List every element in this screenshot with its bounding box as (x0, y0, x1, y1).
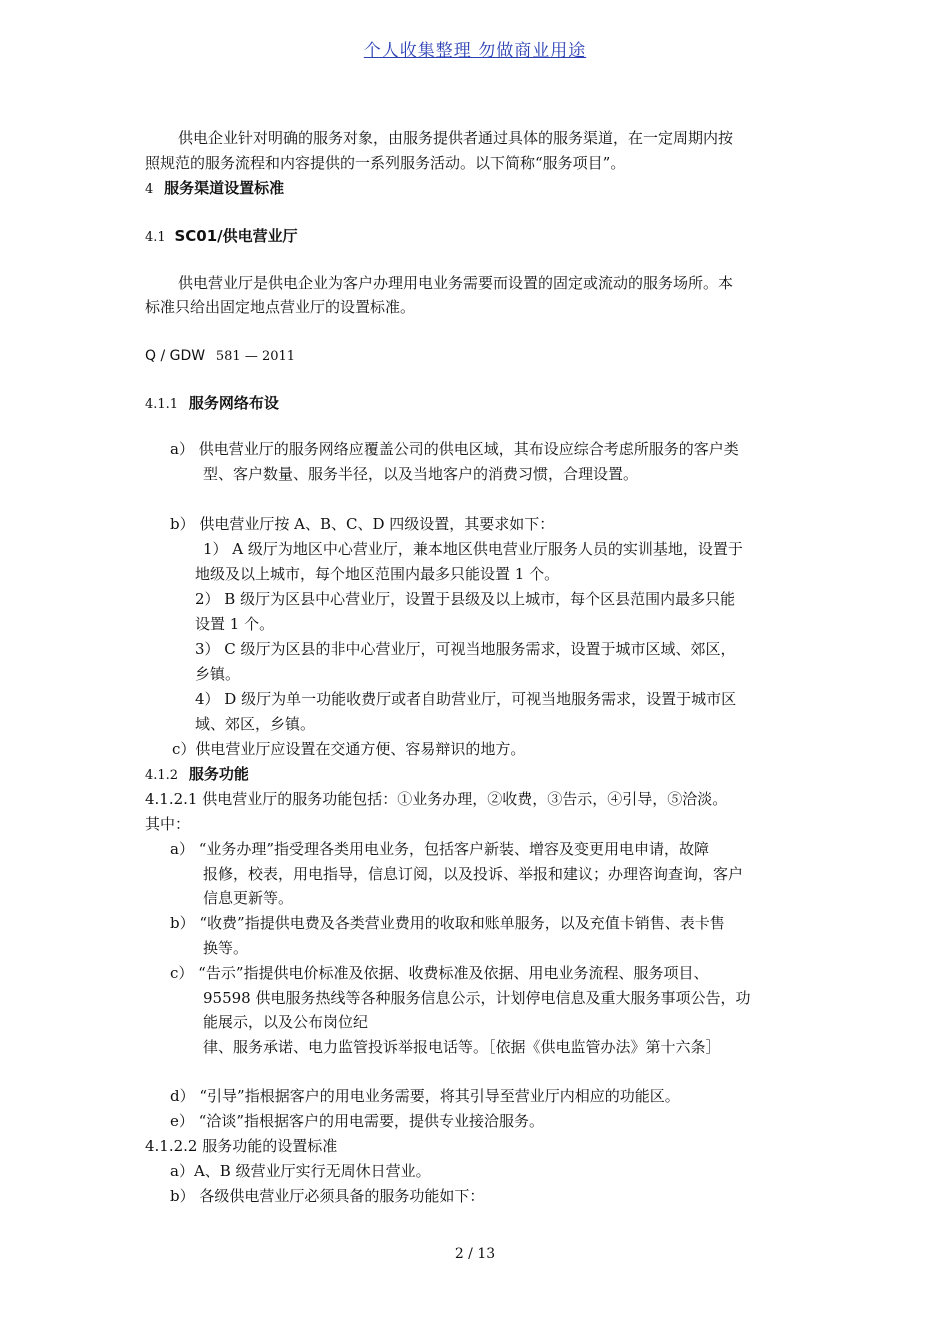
list-item: b） “收费”指提供电费及各类营业费用的收取和账单服务，以及充值卡销售、表卡售 (170, 914, 725, 932)
list-item-continuation: 律、服务承诺、电力监管投诉举报电话等。［依据《供电监管办法》第十六条］ (203, 1038, 721, 1056)
subsection-heading (145, 393, 279, 415)
list-item-continuation: 换等。 (203, 939, 249, 957)
sub-list-item: 4） D 级厅为单一功能收费厅或者自助营业厅，可视当地服务需求，设置于城市区 (195, 690, 737, 708)
section-number: 4.1 (145, 230, 166, 245)
list-item-continuation: 95598 供电服务热线等各种服务信息公示，计划停电信息及重大服务事项公告，功 (203, 989, 751, 1007)
sub-list-item-continuation: 设置 1 个。 (195, 615, 275, 633)
sub-list-item-continuation: 域、郊区，乡镇。 (195, 715, 316, 733)
sub-list-item-continuation: 乡镇。 (195, 665, 241, 683)
section-title: 服务网络布设 (188, 394, 279, 412)
section-number: 4.1.2 (145, 768, 179, 783)
paragraph-line: 其中： (145, 815, 191, 833)
section-title: 服务渠道设置标准 (164, 179, 285, 197)
standard-number: 581 — 2011 (215, 349, 296, 364)
sub-list-item-continuation: 地级及以上城市，每个地区范围内最多只能设置 1 个。 (195, 565, 560, 583)
list-item: a） 供电营业厅的服务网络应覆盖公司的供电区域，其布设应综合考虑所服务的客户类 (170, 440, 739, 458)
subsection-heading: 4.1.2.2 服务功能的设置标准 (145, 1137, 338, 1155)
section-title: 服务功能 (188, 765, 249, 783)
list-item-continuation: 型、客户数量、服务半径，以及当地客户的消费习惯，合理设置。 (203, 465, 639, 483)
paragraph-line: 标准只给出固定地点营业厅的设置标准。 (145, 298, 416, 316)
page-header: 个人收集整理 勿做商业用途 (363, 41, 587, 61)
list-item-continuation: 报修，校表，用电指导，信息订阅，以及投诉、举报和建议；办理咨询查询，客户 (203, 865, 744, 883)
list-item-continuation: 能展示，以及公布岗位纪 (203, 1013, 369, 1031)
page-number: 2 / 13 (454, 1246, 496, 1262)
standard-prefix: Q / GDW (145, 348, 206, 364)
section-title: SC01/供电营业厅 (174, 227, 298, 245)
list-item: d） “引导”指根据客户的用电业务需要，将其引导至营业厅内相应的功能区。 (170, 1087, 680, 1105)
list-item: b） 供电营业厅按 A、B、C、D 四级设置，其要求如下： (170, 515, 555, 533)
section-number: 4.1.1 (145, 397, 179, 412)
list-item-continuation: 信息更新等。 (203, 889, 294, 907)
paragraph-line: 供电营业厅是供电企业为客户办理用电业务需要而设置的固定或流动的服务场所。本 (178, 274, 734, 292)
sub-list-item: 2） B 级厅为区县中心营业厅，设置于县级及以上城市，每个区县范围内最多只能 (195, 590, 736, 608)
sub-list-item: 3） C 级厅为区县的非中心营业厅，可视当地服务需求，设置于城市区域、郊区， (195, 640, 736, 658)
standard-code (145, 345, 295, 367)
section-heading (145, 178, 284, 200)
list-item: a） “业务办理”指受理各类用电业务，包括客户新装、增容及变更用电申请，故障 (170, 840, 710, 858)
list-item: c）供电营业厅应设置在交通方便、容易辩识的地方。 (172, 740, 526, 758)
list-item: e） “洽谈”指根据客户的用电需要，提供专业接洽服务。 (170, 1112, 544, 1130)
section-number: 4 (145, 182, 154, 197)
sub-list-item: 1） A 级厅为地区中心营业厅，兼本地区供电营业厅服务人员的实训基地，设置于 (203, 540, 743, 558)
subsection-heading (145, 764, 249, 786)
list-item: b） 各级供电营业厅必须具备的服务功能如下： (170, 1187, 485, 1205)
subsection-heading (145, 226, 298, 248)
paragraph-line: 供电企业针对明确的服务对象，由服务提供者通过具体的服务渠道，在一定周期内按 (178, 129, 734, 147)
list-item: c） “告示”指提供电价标准及依据、收费标准及依据、用电业务流程、服务项目、 (170, 964, 709, 982)
list-item: a）A、B 级营业厅实行无周休日营业。 (170, 1162, 431, 1180)
paragraph-line: 照规范的服务流程和内容提供的一系列服务活动。以下简称“服务项目”。 (145, 154, 626, 172)
paragraph-line: 4.1.2.1 供电营业厅的服务功能包括：①业务办理，②收费，③告示，④引导，⑤洽淡。 (145, 790, 728, 808)
